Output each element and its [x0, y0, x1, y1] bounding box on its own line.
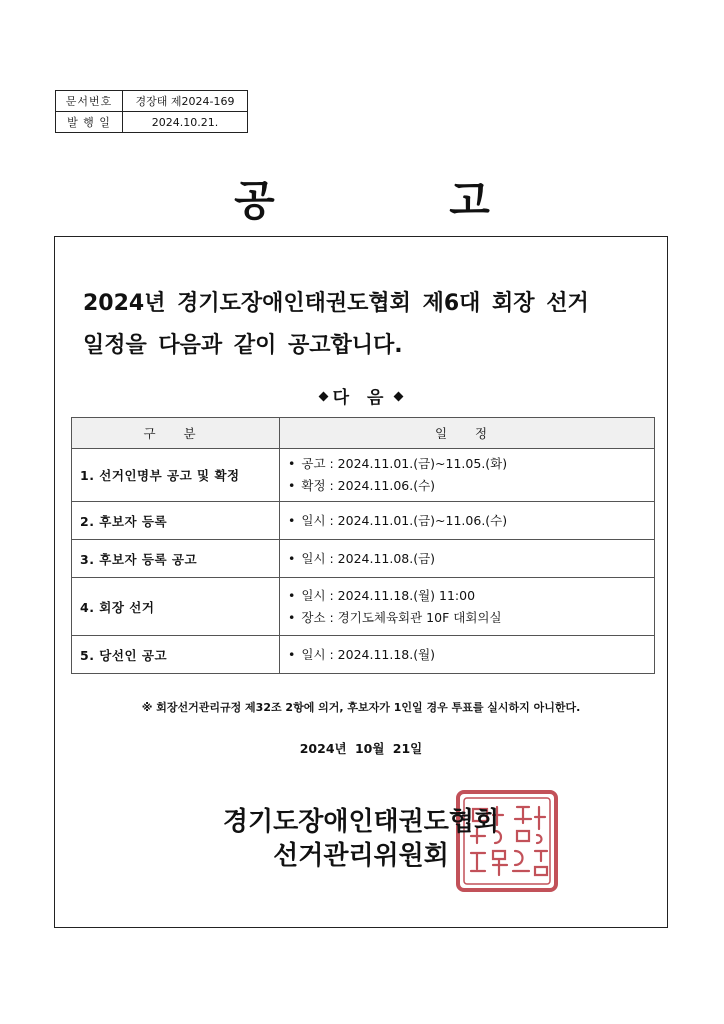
doc-number-row	[56, 91, 248, 112]
notice-date: 2024년 10월 21일	[299, 741, 423, 756]
table-row	[72, 636, 655, 674]
section-heading	[55, 383, 667, 408]
row-schedule	[280, 540, 655, 578]
schedule-item: • 일시 : 2024.11.18.(월)	[288, 644, 646, 666]
notice-frame	[54, 236, 668, 928]
organization-line-2: 선거관리위원회	[273, 841, 449, 871]
row-schedule	[280, 449, 655, 502]
document-info-box	[55, 90, 248, 133]
row-schedule	[280, 578, 655, 636]
row-label: 3. 후보자 등록 공고	[72, 540, 280, 578]
footnote: ※ 회장선거관리규정 제32조 2항에 의거, 후보자가 1인일 경우 투표를 실시하지 아니한다.	[141, 701, 581, 714]
issue-date-value: 2024.10.21.	[123, 112, 248, 133]
row-label: 1. 선거인명부 공고 및 확정	[72, 449, 280, 502]
row-label: 4. 회장 선거	[72, 578, 280, 636]
table-row	[72, 449, 655, 502]
table-row	[72, 578, 655, 636]
schedule-item: • 일시 : 2024.11.18.(월) 11:00	[288, 585, 646, 607]
schedule-table	[71, 417, 655, 674]
doc-number-value: 경장태 제2024-169	[123, 91, 248, 112]
diamond-icon	[318, 392, 328, 402]
table-row	[72, 540, 655, 578]
row-schedule	[280, 502, 655, 540]
section-heading-text: 다 음	[332, 388, 390, 408]
schedule-item: • 일시 : 2024.11.01.(금)~11.06.(수)	[288, 510, 646, 532]
row-label: 2. 후보자 등록	[72, 502, 280, 540]
organization-name	[55, 805, 667, 873]
diamond-icon	[394, 392, 404, 402]
issue-date-label: 발 행 일	[56, 112, 123, 133]
organization-line-1: 경기도장애인태권도협회	[222, 807, 500, 837]
table-row	[72, 502, 655, 540]
schedule-item: • 확정 : 2024.11.06.(수)	[288, 475, 646, 497]
header-category: 구 분	[72, 418, 280, 449]
schedule-item: • 공고 : 2024.11.01.(금)~11.05.(화)	[288, 453, 646, 475]
schedule-header-row	[72, 418, 655, 449]
notice-headline	[83, 283, 643, 367]
row-schedule	[280, 636, 655, 674]
row-label: 5. 당선인 공고	[72, 636, 280, 674]
page-title: 공 고	[234, 176, 570, 225]
schedule-item: • 장소 : 경기도체육회관 10F 대회의실	[288, 607, 646, 629]
headline-line-2: 일정을 다음과 같이 공고합니다.	[83, 333, 403, 358]
headline-line-1: 2024년 경기도장애인태권도협회 제6대 회장 선거	[83, 291, 589, 316]
schedule-item: • 일시 : 2024.11.08.(금)	[288, 548, 646, 570]
issue-date-row	[56, 112, 248, 133]
doc-number-label: 문서번호	[56, 91, 123, 112]
header-schedule: 일 정	[280, 418, 655, 449]
